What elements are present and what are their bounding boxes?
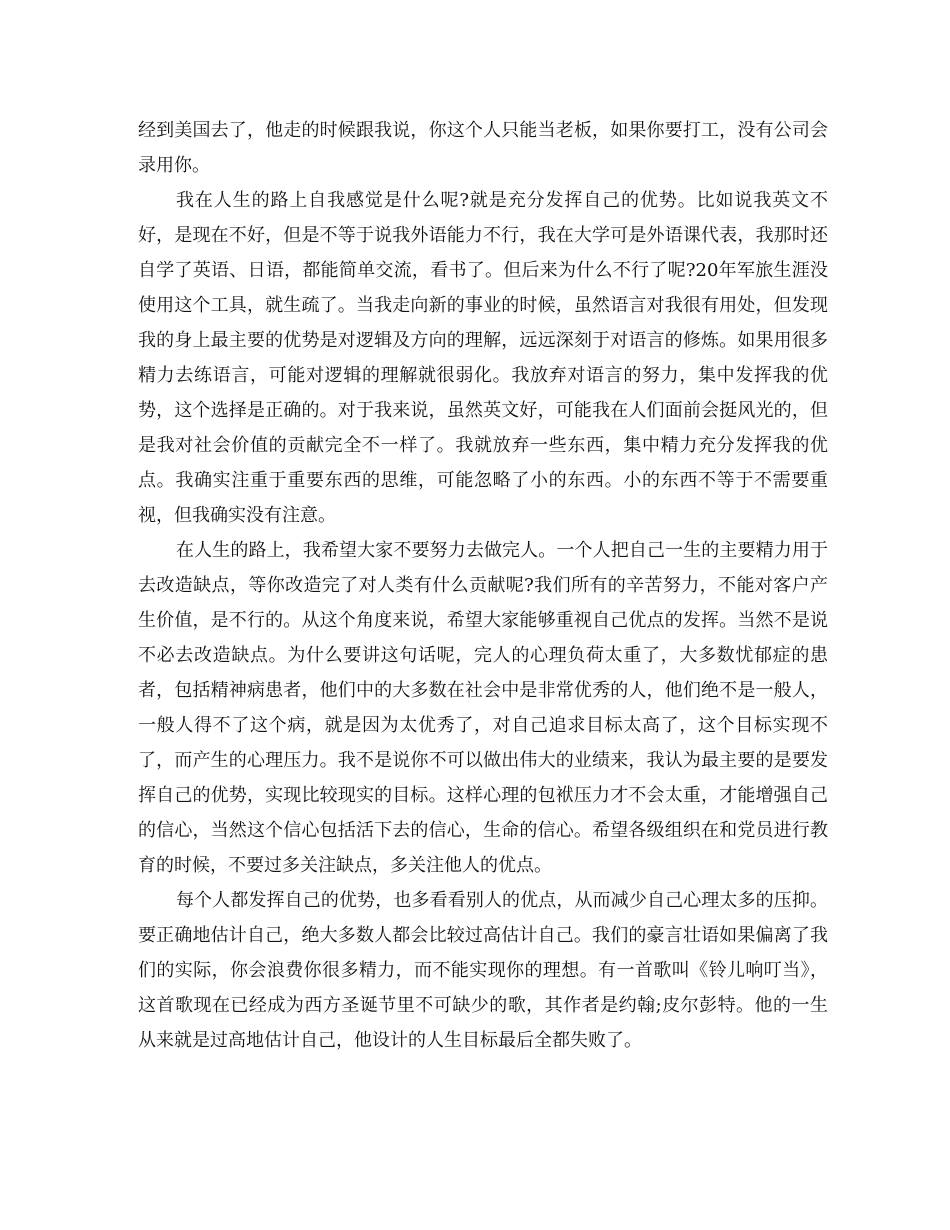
paragraph-3: 在人生的路上，我希望大家不要努力去做完人。一个人把自己一生的主要精力用于去改造缺点，等你改造完了对人类有什么贡献呢?我们所有的辛苦努力，不能对客户产生价值，是不行的。从这个角度来说，希望大家能够重视自己优点的发挥。当然不是说不必去改造缺点。为什么要讲这句话呢，完人的心理负荷太重了，大多数忧郁症的患者，包括精神病患者，他们中的大多数在社会中是非常优秀的人，他们绝不是一般人，一般人得不了这个病，就是因为太优秀了，对自己追求目标太高了，这个目标实现不了，而产生的心理压力。我不是说你不可以做出伟大的业绩来，我认为最主要的是要发挥自己的优势，实现比较现实的目标。这样心理的包袱压力才不会太重，才能增强自己的信心，当然这个信心包括活下去的信心，生命的信心。希望各级组织在和党员进行教育的时候，不要过多关注缺点，多关注他人的优点。 [138, 540, 828, 876]
paragraph-1: 经到美国去了，他走的时候跟我说，你这个人只能当老板，如果你要打工，没有公司会录用你。 [138, 120, 828, 176]
document-body [138, 113, 828, 1058]
paragraph-2: 我在人生的路上自我感觉是什么呢?就是充分发挥自己的优势。比如说我英文不好，是现在不好，但是不等于说我外语能力不行，我在大学可是外语课代表，我那时还自学了英语、日语，都能简单交流，看书了。但后来为什么不行了呢?20年军旅生涯没使用这个工具，就生疏了。当我走向新的事业的时候，虽然语言对我很有用处，但发现我的身上最主要的优势是对逻辑及方向的理解，远远深刻于对语言的修炼。如果用很多精力去练语言，可能对逻辑的理解就很弱化。我放弃对语言的努力，集中发挥我的优势，这个选择是正确的。对于我来说，虽然英文好，可能我在人们面前会挺风光的，但是我对社会价值的贡献完全不一样了。我就放弃一些东西，集中精力充分发挥我的优点。我确实注重于重要东西的思维，可能忽略了小的东西。小的东西不等于不需要重视，但我确实没有注意。 [138, 190, 828, 526]
paragraph-4: 每个人都发挥自己的优势，也多看看别人的优点，从而减少自己心理太多的压抑。要正确地估计自己，绝大多数人都会比较过高估计自己。我们的豪言壮语如果偏离了我们的实际，你会浪费你很多精力，而不能实现你的理想。有一首歌叫《铃儿响叮当》，这首歌现在已经成为西方圣诞节里不可缺少的歌，其作者是约翰;皮尔彭特。他的一生从来就是过高地估计自己，他设计的人生目标最后全都失败了。 [138, 890, 828, 1051]
